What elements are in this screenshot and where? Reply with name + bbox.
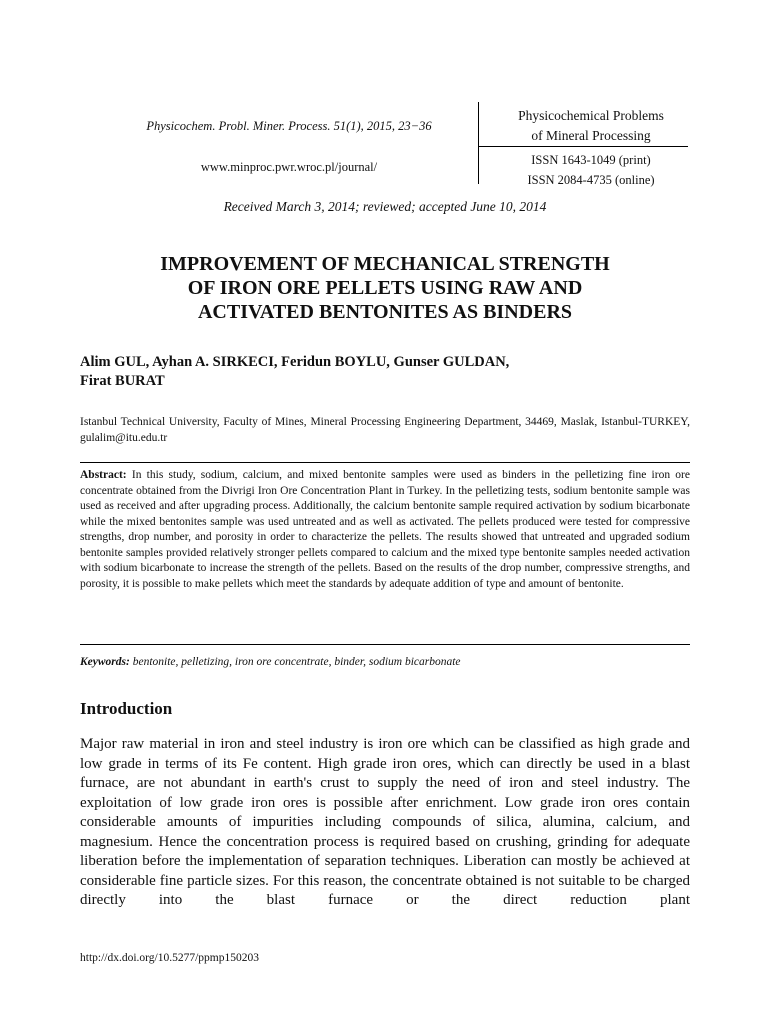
paper-title <box>80 252 690 324</box>
journal-citation: Physicochem. Probl. Miner. Process. 51(1), 2015, 23−36 <box>146 119 432 133</box>
header-divider-vertical <box>478 102 479 184</box>
title-line1: IMPROVEMENT OF MECHANICAL STRENGTH <box>160 253 610 275</box>
keywords-label: Keywords: <box>80 656 130 668</box>
journal-website: www.minproc.pwr.wroc.pl/journal/ <box>200 160 378 174</box>
introduction-paragraph: Major raw material in iron and steel industry is iron ore which can be classified as high grade and low grade in terms of its Fe content. High grade iron ores, which can directly be used in a blast furnace, are not abundant in earth's crust to supply the need of iron and steel industry. The exploitation of low grade iron ores is possible after enrichment. Low grade iron ores contain considerable amounts of impurities including compounds of silica, alumina, calcium, and magnesium. Hence the concentration process is required based on crushing, grinding for adequate liberation before the implementation of separation techniques. Liberation can mostly be achieved at considerable fine particle sizes. For this reason, the concentrate obtained is not suitable to be charged directly into the blast furnace or the direct reduction plant <box>80 736 690 908</box>
abstract <box>80 468 690 592</box>
authors-line1: Alim GUL, Ayhan A. SIRKECI, Feridun BOYLU, Gunser GULDAN, <box>80 354 510 370</box>
abstract-label: Abstract: <box>80 469 127 481</box>
issn-online: ISSN 2084-4735 (online) <box>527 173 655 187</box>
author-list <box>80 353 690 391</box>
header-divider-horizontal <box>478 146 688 147</box>
issn-block <box>486 150 696 190</box>
journal-name <box>486 106 696 146</box>
abstract-rule-top <box>80 462 690 463</box>
keywords <box>80 656 690 668</box>
keywords-text: bentonite, pelletizing, iron ore concentrate, binder, sodium bicarbonate <box>132 656 461 668</box>
journal-name-line1: Physicochemical Problems <box>518 108 664 123</box>
issn-print: ISSN 1643-1049 (print) <box>531 153 651 167</box>
abstract-text: In this study, sodium, calcium, and mixed bentonite samples were used as binders in the pelletizing fine iron ore concentrate obtained from the Divrigi Iron Ore Concentration Plant in Turkey. In the pelletizing tests, sodium bentonite sample was used as received and after upgrading process. Additionally, the calcium bentonite sample required activation by sodium bicarbonate while the mixed bentonites sample was used untreated and as well as activated. The pellets produced were tested for compressive strengths, drop number, and porosity in order to characterize the pellets. The results showed that untreated and upgraded sodium bentonite samples provided relatively stronger pellets compared to calcium and the mixed type bentonite samples needed activation with sodium bicarbonate to increase the strength of the pellets. Based on the results of the drop number, compressive strengths, and porosity, it is possible to make pellets which meet the standards by adequate addition of type and amount of bentonite. <box>80 469 690 590</box>
doi-link[interactable]: http://dx.doi.org/10.5277/ppmp150203 <box>80 952 260 964</box>
title-line2: OF IRON ORE PELLETS USING RAW AND <box>187 277 583 299</box>
received-dates: Received March 3, 2014; reviewed; accepted June 10, 2014 <box>223 199 547 214</box>
authors-line2: Firat BURAT <box>80 373 165 389</box>
abstract-rule-bottom <box>80 644 690 645</box>
title-line3: ACTIVATED BENTONITES AS BINDERS <box>197 301 573 323</box>
affiliation: Istanbul Technical University, Faculty of Mines, Mineral Processing Engineering Department, 34469, Maslak, Istanbul-TURKEY, gulalim@itu.edu.tr <box>80 416 690 444</box>
journal-name-line2: of Mineral Processing <box>531 128 651 143</box>
introduction-heading: Introduction <box>80 699 173 718</box>
